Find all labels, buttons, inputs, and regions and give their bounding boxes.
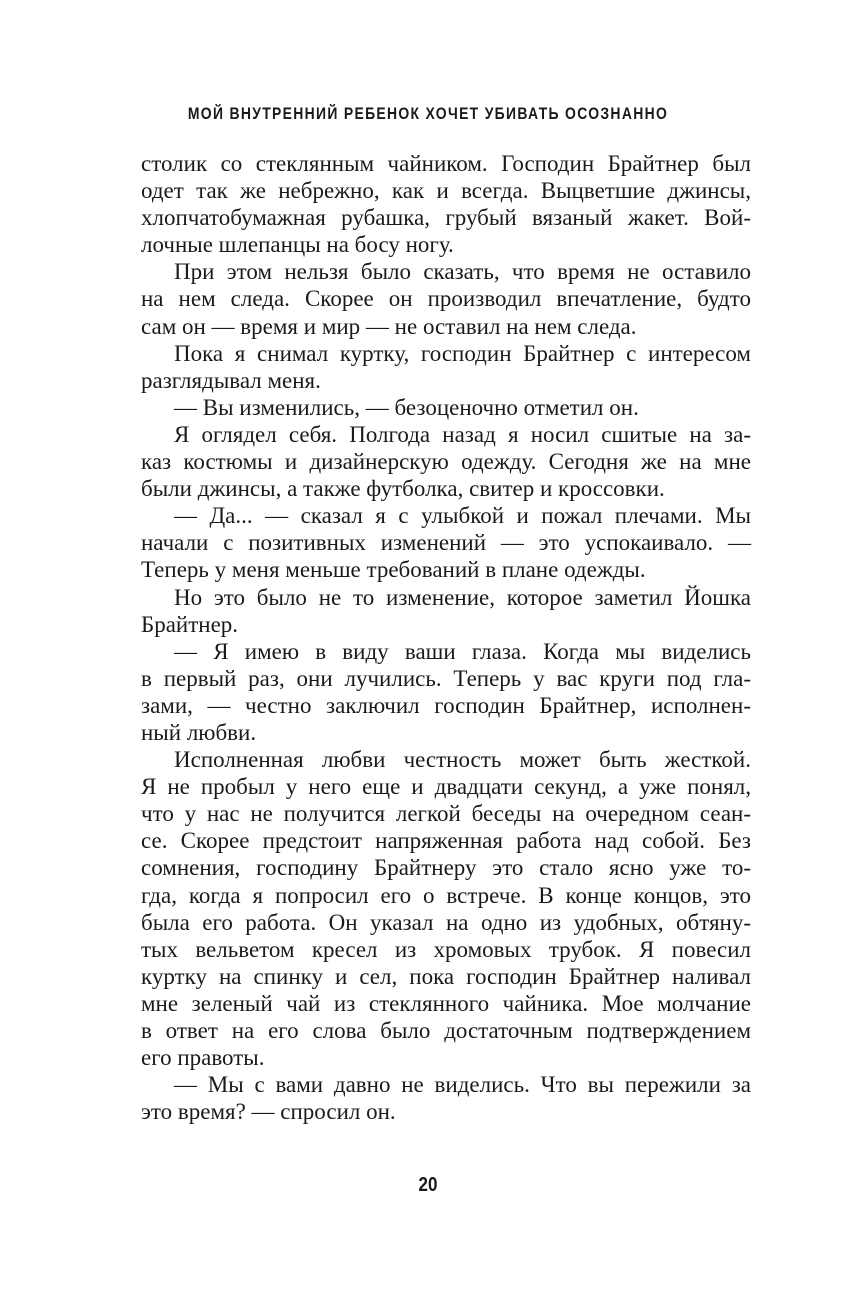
text-line: лочные шлепанцы на босу ногу. [141, 232, 454, 258]
body-text [141, 150, 751, 1125]
text-line: — Мы с вами давно не виделись. Что вы пережили за [174, 1072, 751, 1098]
text-line: ный любви. [141, 719, 257, 745]
text-line: се. Скорее предстоит напряженная работа над собой. Без [141, 828, 751, 854]
text-line: начали с позитивных изменений — это успокаивало. — [141, 530, 751, 556]
text-line: хлопчатобумажная рубашка, грубый вязаный жакет. Вой- [141, 205, 751, 231]
text-line: это время? — спросил он. [141, 1099, 396, 1125]
running-head-title: МОЙ ВНУТРЕННИЙ РЕБЕНОК ХОЧЕТ УБИВАТЬ ОСОЗНАННО [187, 104, 669, 123]
text-line: в ответ на его слова было достаточным подтверждением [141, 1018, 751, 1043]
text-line: Исполненная любви честность может быть жесткой. [174, 747, 751, 773]
text-line: Я не пробыл у него еще и двадцати секунд, а уже понял, [141, 774, 751, 800]
text-line: в первый раз, они лучились. Теперь у вас круги под гла- [141, 665, 751, 691]
page-number: 20 [418, 1174, 438, 1196]
text-line: на нем следа. Скорее он производил впечатление, будто [141, 286, 751, 312]
text-line: его правоты. [141, 1045, 265, 1071]
text-line: была его работа. Он указал на одно из удобных, обтяну- [141, 909, 751, 935]
text-line: гда, когда я попросил его о встрече. В конце концов, это [141, 882, 751, 908]
text-line: разглядывал меня. [141, 367, 321, 393]
text-line: Я оглядел себя. Полгода назад я носил сшитые на за- [174, 421, 751, 447]
text-line: — Я имею в виду ваши глаза. Когда мы виделись [174, 638, 751, 664]
text-line: Пока я снимал куртку, господин Брайтнер с интересом [174, 340, 751, 366]
text-line: куртку на спинку и сел, пока господин Брайтнер наливал [141, 963, 751, 989]
text-line: что у нас не получится легкой беседы на очередном сеан- [141, 801, 751, 827]
text-line: мне зеленый чай из стеклянного чайника. Мое молчание [141, 990, 751, 1016]
text-line: При этом нельзя было сказать, что время не оставило [174, 259, 751, 285]
text-line: были джинсы, а также футболка, свитер и кроссовки. [141, 476, 665, 502]
text-line: сомнения, господину Брайтнеру это стало ясно уже то- [141, 855, 751, 881]
text-line: каз костюмы и дизайнерскую одежду. Сегодня же на мне [141, 449, 751, 475]
text-line: одет так же небрежно, как и всегда. Выцветшие джинсы, [141, 178, 751, 204]
text-line: сам он — время и мир — не оставил на нем следа. [141, 313, 637, 339]
text-line: Брайтнер. [141, 611, 239, 637]
text-line: — Вы изменились, — безоценочно отметил он. [174, 394, 639, 420]
text-line: тых вельветом кресел из хромовых трубок. Я повесил [141, 936, 751, 962]
text-line: Но это было не то изменение, которое заметил Йошка [174, 584, 751, 610]
text-line: Теперь у меня меньше требований в плане одежды. [141, 557, 646, 583]
text-line: столик со стеклянным чайником. Господин Брайтнер был [141, 151, 751, 176]
text-line: зами, — честно заключил господин Брайтнер, исполнен- [141, 692, 751, 718]
text-line: — Да... — сказал я с улыбкой и пожал плечами. Мы [174, 503, 751, 529]
